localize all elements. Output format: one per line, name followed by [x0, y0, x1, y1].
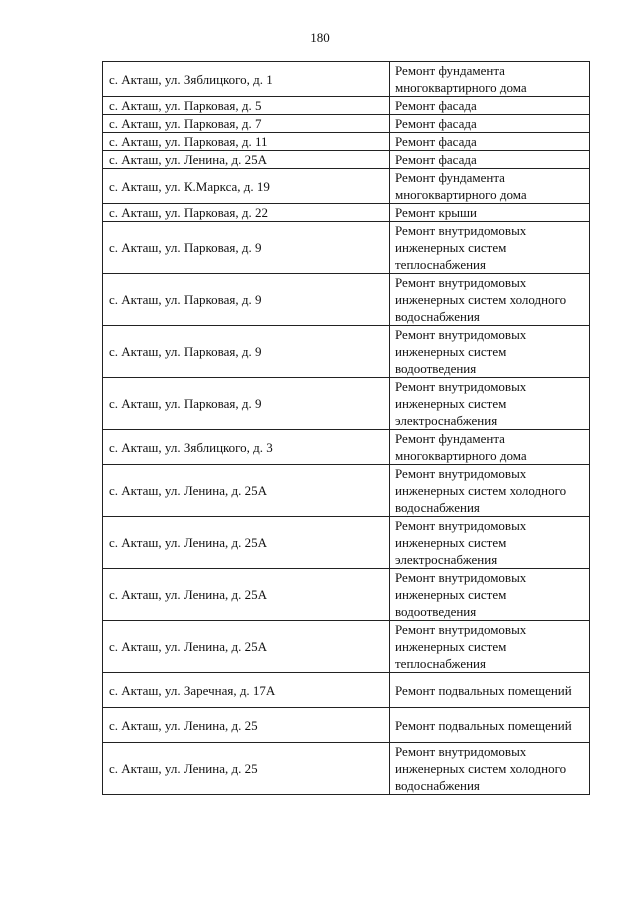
address-cell: с. Акташ, ул. Парковая, д. 9: [103, 326, 390, 378]
work-type-cell: Ремонт внутридомовых инженерных систем водоотведения: [390, 326, 590, 378]
table-row: [103, 621, 590, 673]
work-type-cell: Ремонт фасада: [390, 133, 590, 151]
address-cell: с. Акташ, ул. Ленина, д. 25А: [103, 621, 390, 673]
table-row: [103, 115, 590, 133]
work-type-cell: Ремонт внутридомовых инженерных систем холодного водоснабжения: [390, 743, 590, 795]
address-cell: с. Акташ, ул. Парковая, д. 9: [103, 274, 390, 326]
table-row: [103, 97, 590, 115]
table-row: [103, 569, 590, 621]
address-cell: с. Акташ, ул. Ленина, д. 25А: [103, 465, 390, 517]
work-type-cell: Ремонт фасада: [390, 97, 590, 115]
table-row: [103, 465, 590, 517]
address-cell: с. Акташ, ул. Парковая, д. 5: [103, 97, 390, 115]
work-type-cell: Ремонт подвальных помещений: [390, 708, 590, 743]
work-type-cell: Ремонт внутридомовых инженерных систем теплоснабжения: [390, 222, 590, 274]
address-cell: с. Акташ, ул. К.Маркса, д. 19: [103, 169, 390, 204]
address-cell: с. Акташ, ул. Ленина, д. 25А: [103, 569, 390, 621]
address-cell: с. Акташ, ул. Зяблицкого, д. 1: [103, 62, 390, 97]
table-row: [103, 708, 590, 743]
table-row: [103, 133, 590, 151]
work-type-cell: Ремонт внутридомовых инженерных систем холодного водоснабжения: [390, 274, 590, 326]
table-row: [103, 169, 590, 204]
address-cell: с. Акташ, ул. Зяблицкого, д. 3: [103, 430, 390, 465]
work-type-cell: Ремонт подвальных помещений: [390, 673, 590, 708]
work-type-cell: Ремонт фасада: [390, 151, 590, 169]
address-cell: с. Акташ, ул. Парковая, д. 11: [103, 133, 390, 151]
table-row: [103, 204, 590, 222]
table-row: [103, 743, 590, 795]
table-row: [103, 378, 590, 430]
table-row: [103, 430, 590, 465]
work-type-cell: Ремонт фасада: [390, 115, 590, 133]
address-cell: с. Акташ, ул. Ленина, д. 25А: [103, 517, 390, 569]
work-type-cell: Ремонт фундамента многоквартирного дома: [390, 169, 590, 204]
work-type-cell: Ремонт внутридомовых инженерных систем водоотведения: [390, 569, 590, 621]
table-row: [103, 62, 590, 97]
work-type-cell: Ремонт фундамента многоквартирного дома: [390, 430, 590, 465]
work-type-cell: Ремонт внутридомовых инженерных систем электроснабжения: [390, 517, 590, 569]
address-cell: с. Акташ, ул. Парковая, д. 9: [103, 222, 390, 274]
work-type-cell: Ремонт фундамента многоквартирного дома: [390, 62, 590, 97]
table-row: [103, 274, 590, 326]
table-row: [103, 517, 590, 569]
work-type-cell: Ремонт крыши: [390, 204, 590, 222]
address-cell: с. Акташ, ул. Ленина, д. 25: [103, 743, 390, 795]
address-cell: с. Акташ, ул. Парковая, д. 7: [103, 115, 390, 133]
work-type-cell: Ремонт внутридомовых инженерных систем холодного водоснабжения: [390, 465, 590, 517]
address-cell: с. Акташ, ул. Ленина, д. 25А: [103, 151, 390, 169]
table-row: [103, 151, 590, 169]
work-type-cell: Ремонт внутридомовых инженерных систем электроснабжения: [390, 378, 590, 430]
works-table: [102, 61, 590, 795]
address-cell: с. Акташ, ул. Заречная, д. 17А: [103, 673, 390, 708]
table-row: [103, 326, 590, 378]
address-cell: с. Акташ, ул. Парковая, д. 22: [103, 204, 390, 222]
address-cell: с. Акташ, ул. Парковая, д. 9: [103, 378, 390, 430]
work-type-cell: Ремонт внутридомовых инженерных систем теплоснабжения: [390, 621, 590, 673]
table-row: [103, 222, 590, 274]
page-number: 180: [310, 30, 330, 45]
address-cell: с. Акташ, ул. Ленина, д. 25: [103, 708, 390, 743]
table-row: [103, 673, 590, 708]
